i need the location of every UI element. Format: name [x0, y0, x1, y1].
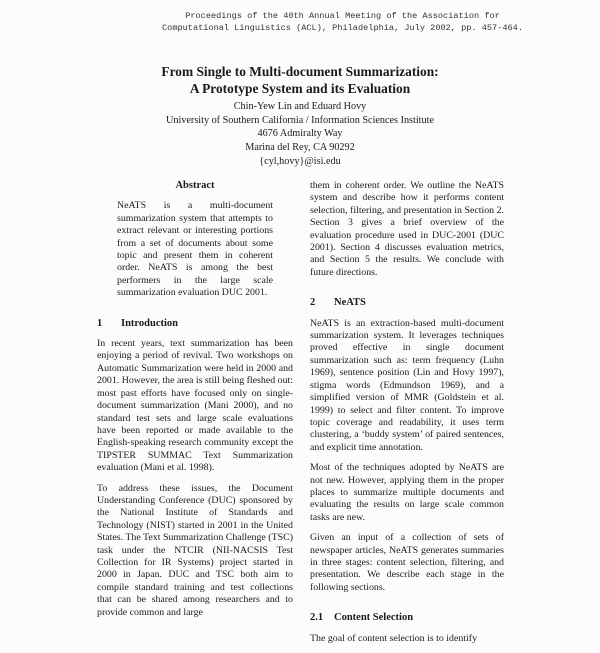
- subsection-content-selection-heading: [310, 612, 504, 624]
- header-line-1: Proceedings of the 40th Annual Meeting of the Association for: [185, 11, 500, 21]
- neats-paragraph-1: NeATS is an extraction-based multi-document summarization system. It leverages techniques proved effective in single document summarization such as: term frequency (Luhn 1969), sentence position (Lin and Hovy 1997), stigma words (Edmundson 1969), and a simplified version of MMR (Goldstein et al. 1999) to select and filter content. To improve topic coverage and readability, it uses term clustering, a ‘buddy system’ of paired sentences, and explicit time annotation.: [310, 317, 504, 453]
- abstract-text: NeATS is a multi-document summarization system that attempts to extract relevant or interesting portions from a set of documents about some topic and present them in coherent order. NeATS is among the best performers in the large scale summarization evaluation DUC 2001.: [117, 200, 273, 299]
- section-number: 1: [97, 317, 103, 329]
- intro-paragraph-2: To address these issues, the Document Understanding Conference (DUC) sponsored by the National Institute of Standards and Technology (NIST) started in 2001 in the United States. The Text Summarization Challenge (TSC) task under the NTCIR (NII-NACSIS Test Collection for IR Systems) project started in 2000 in Japan. DUC and TSC both aim to compile standard training and test collections that can be shared among researchers and to provide common and large: [97, 482, 293, 618]
- continuation-paragraph: them in coherent order. We outline the NeATS system and describe how it performs content selection, filtering, and presentation in Section 2. Section 3 gives a brief overview of the evaluation procedure used in DUC-2001 (DUC 2001). Section 4 discusses evaluation metrics, and Section 5 the results. We conclude with future directions.: [310, 180, 504, 278]
- section-number: 2: [310, 297, 316, 309]
- neats-paragraph-2: Most of the techniques adopted by NeATS are not new. However, applying them in the proper places to summarize multiple documents and evaluating the results on large scale common tasks are new.: [310, 462, 504, 523]
- author-street: 4676 Admiralty Way: [257, 128, 343, 140]
- abstract-heading: Abstract: [175, 180, 215, 191]
- author-city: Marina del Rey, CA 90292: [245, 142, 355, 154]
- neats-paragraph-3: Given an input of a collection of sets of newspaper articles, NeATS generates summaries in three stages: content selection, filtering, and presentation. We describe each stage in the following sections.: [310, 532, 504, 593]
- right-column: [310, 180, 504, 653]
- title-line-1: From Single to Multi-document Summarization:: [161, 64, 439, 79]
- author-names: Chin-Yew Lin and Eduard Hovy: [233, 101, 367, 112]
- author-block: [60, 100, 540, 169]
- left-column: [97, 180, 293, 627]
- header-line-2: Computational Linguistics (ACL), Philadelphia, July 2002, pp. 457-464.: [162, 23, 523, 33]
- intro-paragraph-1: In recent years, text summarization has been enjoying a period of revival. Two workshops on Automatic Summarization were held in 2000 and 2001. However, the area is still being fleshed out: most past efforts have focused only on single-document summarization (Mani 2000), and no standard test sets and large scale evaluations have been reported or made available to the English-speaking research community except the TIPSTER SUMMAC Text Summarization evaluation (Mani et al. 1998).: [97, 338, 293, 474]
- section-title: NeATS: [334, 297, 366, 309]
- paper-title: [60, 63, 540, 97]
- subsection-title: Content Selection: [334, 612, 414, 624]
- section-neats-heading: [310, 297, 504, 309]
- section-title: Introduction: [121, 317, 178, 329]
- proceedings-header: [150, 10, 535, 34]
- title-line-2: A Prototype System and its Evaluation: [189, 81, 411, 96]
- author-email: {cyl,hovy}@isi.edu: [259, 155, 341, 167]
- author-affiliation: University of Southern California / Information Sciences Institute: [166, 114, 434, 126]
- content-selection-paragraph: The goal of content selection is to identify: [310, 632, 478, 644]
- subsection-number: 2.1: [310, 612, 324, 624]
- section-introduction-heading: [97, 318, 293, 330]
